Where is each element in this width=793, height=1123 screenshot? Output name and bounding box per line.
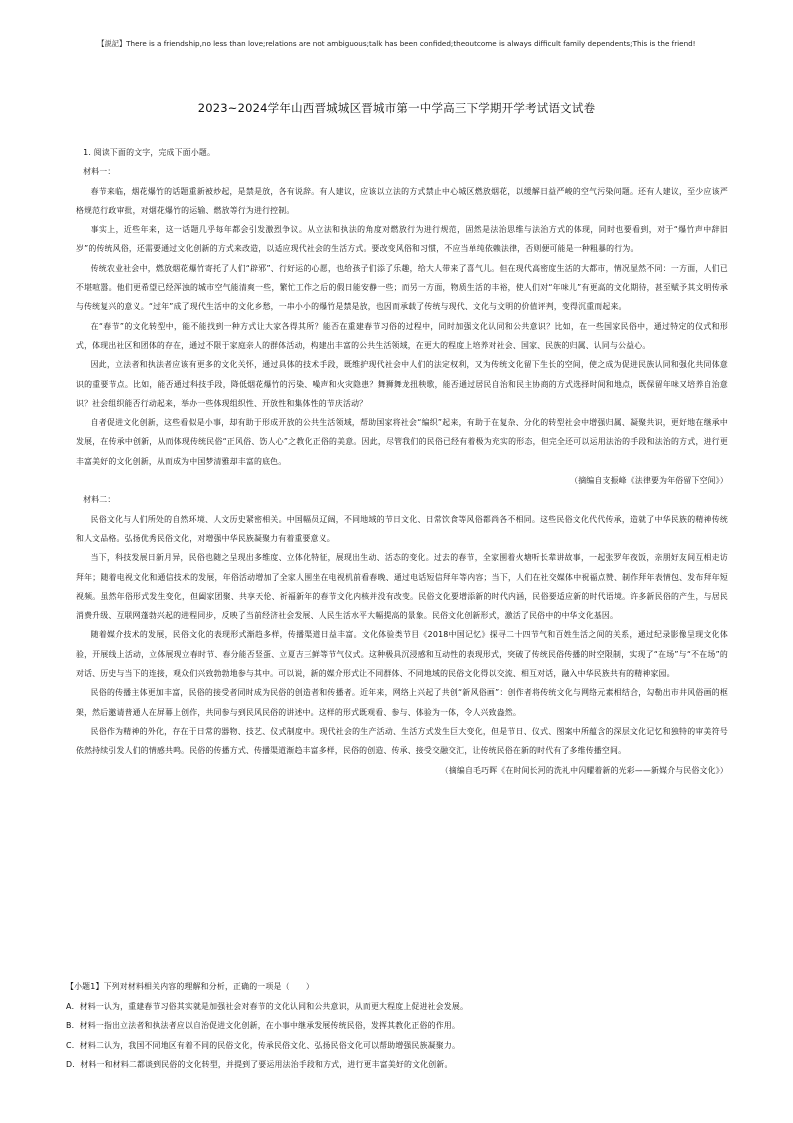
option-d[interactable]: D．材料一和材料二都谈到民俗的文化转型，并提到了要运用法治手段和方式，进行更丰富美好的文化创新。 [66, 1060, 453, 1070]
material2-paragraph: 民俗的传播主体更加丰富，民俗的接受者同时成为民俗的创造者和传播者。近年来，网络上兴起了共创“新风俗画”：创作者将传统文化与网络元素相结合，勾勒出市井风俗画的框架，然后邀请普通人在屏幕上创作，共同参与到民风民俗的讲述中。这样的形式既观看、参与、体验为一体，令人兴致盎然。 [76, 688, 728, 717]
option-c[interactable]: C．材料二认为，我国不同地区有着不同的民俗文化，传承民俗文化、弘扬民俗文化可以帮助增强民族凝聚力。 [66, 1040, 461, 1050]
question-intro: 1. 阅读下面的文字，完成下面小题。 [83, 148, 216, 157]
material1-source: （摘编自支振峰《法律要为年俗留下空间》） [570, 476, 728, 486]
material1-paragraph: 春节来临，烟花爆竹的话题重新被炒起，是禁是放，各有说辞。有人建议，应该以立法的方式禁止中心城区燃放烟花，以缓解日益严峻的空气污染问题。还有人建议，至少应该严格规范行政审批，对烟花爆竹的运输、燃放等行为进行控制。 [76, 186, 728, 215]
material1-paragraph: 在“春节”的文化转型中，能不能找到一种方式让大家各得其所？能否在重建春节习俗的过程中，同时加强文化认同和公共意识？比如，在一些国家民俗中，通过特定的仪式和形式，体现出社区和团体的存在，通过不限于家庭亲人的群体活动，构建出丰富的公共生活领域，在更大的程度上培养对社会、国家、民族的归属、认同与公益心。 [76, 321, 728, 350]
header-note: 【説記】There is a friendship,no less than love;relations are not ambiguous;talk has been confided;theoutcome is always difficult family dependents;This is the friend! [97, 39, 696, 48]
material1-label: 材料一： [83, 167, 116, 177]
question-stem: 【小题1】下列对材料相关内容的理解和分析，正确的一项是（ ） [66, 982, 314, 991]
question-1 [66, 977, 728, 1075]
material1-paragraph: 事实上，近些年来，这一话题几乎每年都会引发激烈争议。从立法和执法的角度对燃放行为进行规范，固然是法治思维与法治方式的体现，同时也要看到，对于“爆竹声中辞旧岁”的传统风俗，还需要通过文化创新的方式来改造，以适应现代社会的生活方式。要改变风俗和习惯，不应当单纯依赖法律，否则便可能是一种粗暴的行为。 [76, 225, 728, 254]
material2-source: （摘编自毛巧晖《在时间长河的洗礼中闪耀着新的光彩——新媒介与民俗文化》） [440, 765, 728, 775]
material2-paragraph: 当下，科技发展日新月异，民俗也随之呈现出多维度、立体化特征，展现出生动、活态的变化。过去的春节，全家围着火塘听长辈讲故事，一起张罗年夜饭，亲朋好友间互相走访拜年；随着电视文化和通信技术的发展，年俗活动增加了全家人围坐在电视机前看春晚、通过电话短信拜年等内容；当下，人们在社交媒体中祝福点赞、制作拜年表情包、发布拜年短视频。虽然年俗形式发生变化，但阖家团聚、共享天伦、祈福新年的春节文化内核并没有改变。民俗文化要增添新的时代内涵，民俗要适应新的时代语境。许多新民俗的产生，与居民消费升级、互联网蓬勃兴起的进程同步，反映了当前经济社会发展、人民生活水平大幅提高的景象。民俗文化创新形式，激活了民俗中的中华文化基因。 [76, 553, 728, 621]
material2-paragraph: 民俗文化与人们所处的自然环境、人文历史紧密相关。中国幅员辽阔，不同地域的节日文化、日常饮食等风俗都尚各不相同。这些民俗文化代代传承，造就了中华民族的精神传统和人文品格。弘扬优秀民俗文化，对增强中华民族凝聚力有着重要意义。 [76, 514, 728, 543]
material1-paragraph: 因此，立法者和执法者应该有更多的文化关怀，通过具体的技术手段，既维护现代社会中人们的法定权利，又为传统文化留下生长的空间，使之成为促进民族认同和强化共同体意识的重要节点。比如，能否通过科技手段，降低烟花爆竹的污染、噪声和火灾隐患？舞狮舞龙扭秧歌，能否通过居民自治和民主协商的方式选择时间和地点，既保留年味又培养自治意识？社会组织能否行动起来，举办一些体现组织性、开放性和集体性的节庆活动？ [76, 360, 728, 408]
page-title: 2023~2024学年山西晋城城区晋城市第一中学高三下学期开学考试语文试卷 [197, 101, 596, 115]
material2-label: 材料二： [83, 495, 116, 505]
option-a[interactable]: A．材料一认为，重建春节习俗其实就是加强社会对春节的文化认同和公共意识，从而更大程度上促进社会发展。 [66, 1001, 469, 1011]
material1-paragraph: 自者促进文化创新，这些看似是小事，却有助于形成开放的公共生活领域，帮助国家将社会“编织”起来，有助于在复杂、分化的转型社会中增强归属、凝聚共识，更好地在继承中发展，在传承中创新，从而体现传统民俗“正风俗、饬人心”之教化正俗的美意。因此，尽管我们的民俗已经有着极为充实的形态，但完全还可以运用法治的手段和法治的方式，进行更丰富美好的文化创新，从而成为中国梦清雅却丰富的底色。 [76, 418, 728, 466]
material2-paragraph: 随着媒介技术的发展，民俗文化的表现形式渐趋多样，传播渠道日益丰富。文化体验类节目《2018中国记忆》探寻二十四节气和百姓生活之间的关系，通过纪录影像呈现文化体验，开展线上活动，立体展现立春时节、春分能否竖蛋、立夏吉三鲜等节气仪式。这种极具沉浸感和互动性的表现形式，突破了传统民俗传播的时空限制，实现了“在场”与“不在场”的对话、历史与当下的连接，观众们兴致勃勃地参与其中。可以说，新的媒介形式让不同群体、不同地域的民俗文化得以交流、相互对话，融入中华民族共有的精神家园。 [76, 630, 728, 679]
option-b[interactable]: B．材料一指出立法者和执法者应以自治促进文化创新，在小事中继承发展传统民俗，发挥其教化正俗的作用。 [66, 1021, 460, 1031]
reading-passage [76, 143, 728, 780]
material1-paragraph: 传统农业社会中，燃放烟花爆竹寄托了人们“辟邪”、行好运的心愿，也给孩子们添了乐趣，给大人带来了喜气儿。但在现代高密度生活的大都市，情况显然不同：一方面，人们已不堪喧嚣。他们更希望已经浑浊的城市空气能清爽一些，繁忙工作之后的假日能安静一些；而另一方面，物质生活的丰裕，使人们对“年味儿”有更高的文化期待，甚至赋予其文明传承与传统复兴的意义。“过年”成了现代生活中的文化乡愁，一串小小的爆竹是禁是放，也因而承载了传统与现代、文化与文明的价值评判，变得沉重而起来。 [76, 263, 728, 312]
material2-paragraph: 民俗作为精神的外化，存在于日常的器物、技艺、仪式制度中。现代社会的生产活动、生活方式发生巨大变化，但是节日、仪式、图案中所蕴含的深层文化记忆和独特的审美符号依然持续引发人们的情感共鸣。民俗的传播方式、传播渠道渐趋丰富多样，民俗的创造、传承、接受交融交汇，让传统民俗在新的时代有了多维传播空间。 [76, 726, 728, 756]
